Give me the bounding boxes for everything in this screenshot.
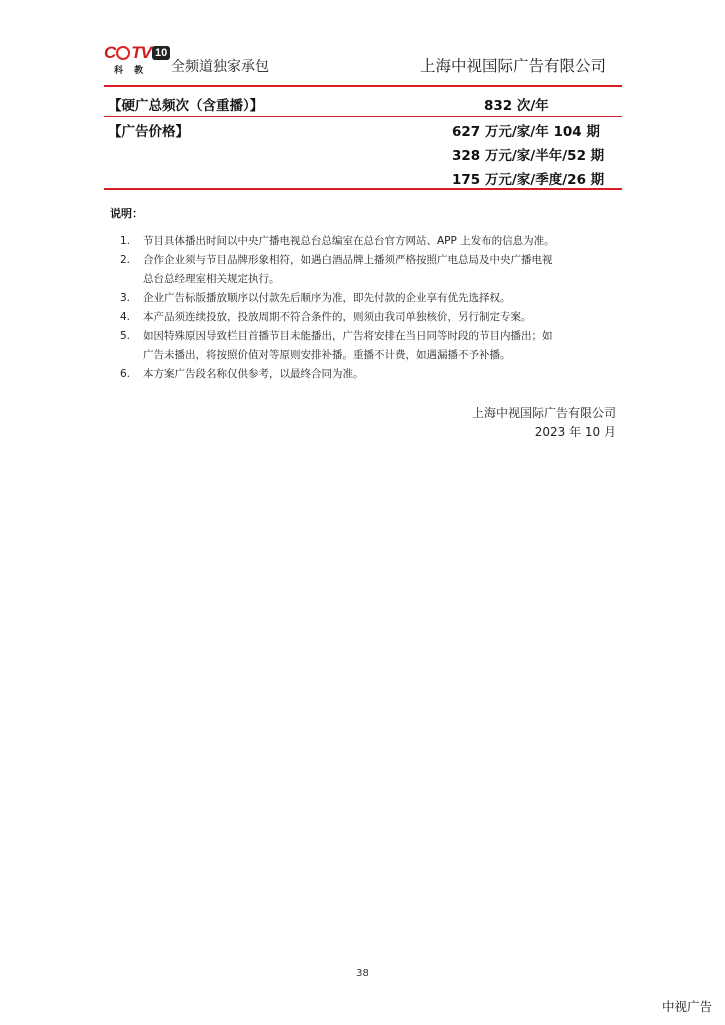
note-number: 5. [120, 330, 131, 342]
list-item [120, 365, 590, 384]
note-line: 本方案广告段名称仅供参考，以最终合同为准。 [143, 368, 364, 380]
table-bottom-divider [104, 188, 622, 190]
note-number: 4. [120, 311, 131, 323]
header-tagline: 全频道独家承包 [171, 59, 269, 75]
signature-company: 上海中视国际广告有限公司 [471, 406, 616, 420]
list-item [120, 232, 590, 251]
list-item [120, 251, 590, 289]
price-value-quarter: 175 万元/家/季度/26 期 [452, 172, 605, 188]
note-line: 如因特殊原因导致栏目首播节目未能播出，广告将安排在当日同等时段的节目内播出；如 [143, 330, 553, 342]
signature-date: 2023 年 10 月 [534, 425, 616, 439]
note-line: 企业广告标版播放顺序以付款先后顺序为准，即先付款的企业享有优先选择权。 [143, 292, 511, 304]
note-number: 2. [120, 254, 131, 266]
logo-letter-c: C [104, 43, 116, 62]
channel-number: 10 [152, 46, 170, 60]
logo-ring-icon [116, 46, 130, 60]
signature-block [472, 404, 616, 442]
notes-title: 说明： [110, 207, 143, 220]
note-line: 合作企业须与节目品牌形象相符，如遇白酒品牌上播须严格按照广电总局及中央广播电视 [143, 254, 553, 266]
header-company: 上海中视国际广告有限公司 [419, 57, 606, 75]
notes-list [120, 232, 590, 384]
frequency-label: 【硬广总频次（含重播）】 [108, 98, 264, 114]
logo-letters-tv: TV [131, 43, 152, 62]
page-number: 38 [356, 968, 369, 979]
note-number: 6. [120, 368, 131, 380]
price-value-halfyear: 328 万元/家/半年/52 期 [452, 148, 605, 164]
list-item [120, 308, 590, 327]
page-header [104, 42, 622, 82]
row-divider [104, 116, 622, 117]
cctv10-logo [104, 43, 168, 76]
list-item [120, 327, 590, 365]
corner-brand: 中视广告 [661, 999, 712, 1014]
note-line: 总台总经理室相关规定执行。 [143, 273, 280, 285]
note-line: 广告未播出，将按照价值对等原则安排补播。重播不计费，如遇漏播不予补播。 [143, 349, 511, 361]
note-line: 节目具体播出时间以中央广播电视总台总编室在总台官方网站、APP 上发布的信息为准。 [143, 235, 555, 247]
frequency-value: 832 次/年 [484, 98, 549, 114]
price-value-annual: 627 万元/家/年 104 期 [452, 124, 600, 140]
note-number: 1. [120, 235, 131, 247]
note-number: 3. [120, 292, 131, 304]
list-item [120, 289, 590, 308]
channel-name: 科 教 [114, 66, 148, 76]
note-line: 本产品须连续投放，投放周期不符合条件的，则须由我司单独核价，另行制定专案。 [143, 311, 532, 323]
cctv-wordmark [104, 44, 170, 62]
header-divider [104, 85, 622, 87]
price-label: 【广告价格】 [108, 124, 189, 140]
